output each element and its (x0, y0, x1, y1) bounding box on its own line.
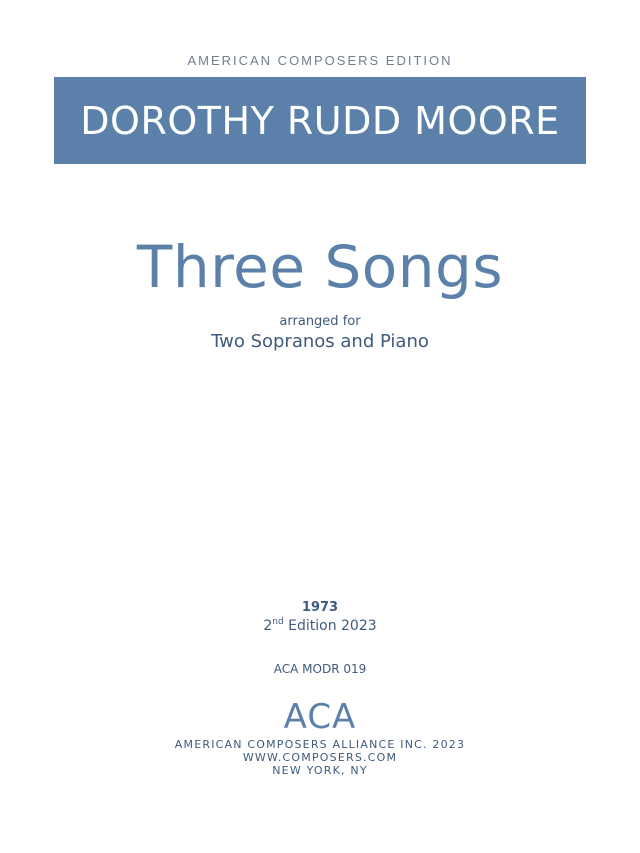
scoring: Two Sopranos and Piano (211, 331, 429, 352)
edition-number: 2 (263, 618, 273, 634)
arranged-label: arranged for (279, 314, 361, 329)
edition-text: Edition 2023 (283, 618, 377, 634)
composition-year: 1973 (301, 600, 339, 615)
edition-ordinal-suffix: nd (272, 617, 284, 627)
catalog-number: ACA MODR 019 (273, 662, 367, 676)
publisher-location: NEW YORK, NY (272, 764, 368, 777)
publisher-website: WWW.COMPOSERS.COM (242, 751, 398, 764)
series-name: AMERICAN COMPOSERS EDITION (187, 53, 453, 68)
composer-name: DOROTHY RUDD MOORE (80, 98, 560, 143)
publisher-name: AMERICAN COMPOSERS ALLIANCE INC. 2023 (174, 738, 466, 751)
edition-info (0, 618, 640, 634)
publisher-logo: ACA (283, 697, 357, 737)
composer-banner (54, 77, 586, 164)
work-title: Three Songs (136, 233, 504, 301)
